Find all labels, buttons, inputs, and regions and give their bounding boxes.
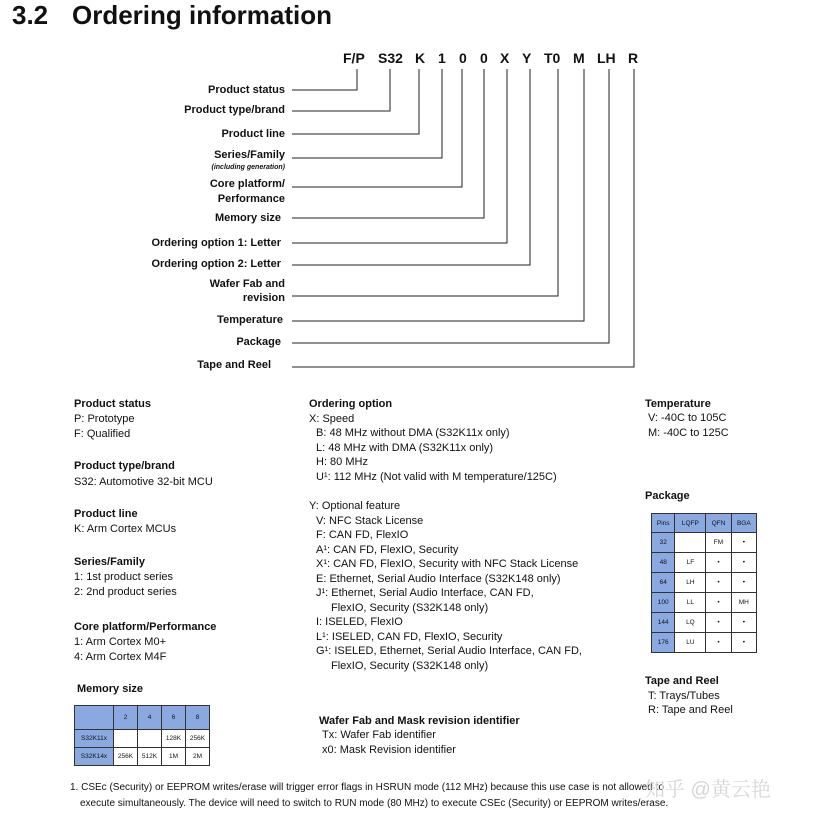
table-cell: LF	[675, 553, 706, 573]
table-row	[652, 573, 757, 593]
speed-line: L: 48 MHz with DMA (S32K11x only)	[316, 442, 494, 454]
optional-feature-line: V: NFC Stack License	[316, 515, 424, 527]
code-part-temperature: M	[573, 50, 585, 66]
speed-line: H: 80 MHz	[316, 456, 368, 468]
table-row	[652, 553, 757, 573]
product-line-heading: Product line	[74, 508, 138, 520]
code-part-wafer: T0	[544, 50, 561, 66]
code-part-status: F/P	[343, 50, 365, 66]
table-cell: FM	[706, 533, 731, 553]
optional-feature-line: G¹: ISELED, Ethernet, Serial Audio Interface, CAN FD,	[316, 645, 582, 657]
wafer-fab-line: Tx: Wafer Fab identifier	[322, 729, 436, 741]
label-product-status: Product status	[207, 84, 285, 96]
optional-feature-line: I: ISELED, FlexIO	[316, 616, 403, 628]
optional-feature-line: FlexIO, Security (S32K148 only)	[331, 602, 489, 614]
memory-size-heading: Memory size	[77, 683, 144, 695]
table-header-cell: BGA	[731, 514, 756, 533]
optional-feature-line: J¹: Ethernet, Serial Audio Interface, CAN FD,	[316, 587, 534, 599]
table-cell: 1M	[162, 748, 186, 766]
label-temperature: Temperature	[217, 314, 283, 326]
optional-feature-heading: Y: Optional feature	[309, 500, 401, 512]
product-status-line: F: Qualified	[74, 428, 131, 440]
table-cell: LQ	[675, 613, 706, 633]
package-heading: Package	[645, 490, 690, 502]
label-product-line: Product line	[221, 128, 285, 140]
table-row-header: S32K14x	[75, 748, 114, 766]
product-status-line: P: Prototype	[74, 413, 135, 425]
speed-heading: X: Speed	[309, 413, 355, 425]
product-line-line: K: Arm Cortex MCUs	[74, 523, 177, 535]
speed-line: B: 48 MHz without DMA (S32K11x only)	[316, 427, 510, 439]
table-cell	[138, 730, 162, 748]
tape-reel-line: T: Trays/Tubes	[648, 690, 720, 702]
code-part-tape-reel: R	[628, 50, 639, 66]
table-header-cell: QFN	[706, 514, 731, 533]
table-cell: •	[706, 633, 731, 653]
code-connector-lines	[0, 0, 818, 380]
table-header-cell: LQFP	[675, 514, 706, 533]
code-part-package: LH	[597, 50, 616, 66]
code-part-memory: 0	[480, 50, 488, 66]
table-cell: •	[731, 633, 756, 653]
table-header-cell: 8	[186, 706, 210, 730]
label-wafer-fab-2: revision	[242, 292, 285, 304]
table-header-cell: Pins	[652, 514, 675, 533]
table-row	[652, 633, 757, 653]
table-header-cell: 2	[114, 706, 138, 730]
table-cell: 512K	[138, 748, 162, 766]
code-part-type: S32	[378, 50, 403, 66]
label-memory-size: Memory size	[214, 212, 281, 224]
label-tape-reel: Tape and Reel	[197, 359, 271, 371]
table-cell: MH	[731, 593, 756, 613]
table-header-cell: 4	[138, 706, 162, 730]
table-row-header: 144	[652, 613, 675, 633]
memory-size-table	[74, 705, 210, 766]
footnote-line-1: 1. CSEc (Security) or EEPROM writes/erase will trigger error flags in HSRUN mode (112 MHz) because this use case is not allowed to	[70, 782, 664, 793]
temperature-heading: Temperature	[645, 398, 711, 410]
label-ordering-option-2: Ordering option 2: Letter	[151, 258, 281, 270]
series-family-heading: Series/Family	[74, 556, 145, 568]
table-row	[652, 533, 757, 553]
code-part-core: 0	[459, 50, 467, 66]
table-cell: 256K	[186, 730, 210, 748]
product-type-line: S32: Automotive 32-bit MCU	[74, 476, 213, 488]
label-series-family: Series/Family	[214, 149, 285, 161]
table-cell	[675, 533, 706, 553]
table-row-header: 100	[652, 593, 675, 613]
optional-feature-line: X¹: CAN FD, FlexIO, Security with NFC Stack License	[316, 558, 579, 570]
temperature-line: M: -40C to 125C	[648, 427, 729, 439]
table-row-header: 176	[652, 633, 675, 653]
tape-reel-line: R: Tape and Reel	[648, 704, 733, 716]
optional-feature-line: FlexIO, Security (S32K148 only)	[331, 660, 489, 672]
series-family-line: 2: 2nd product series	[74, 586, 177, 598]
table-header-cell: 6	[162, 706, 186, 730]
table-cell: •	[706, 593, 731, 613]
product-status-heading: Product status	[74, 398, 152, 410]
table-cell: 2M	[186, 748, 210, 766]
table-row-header: 64	[652, 573, 675, 593]
table-cell: LL	[675, 593, 706, 613]
table-cell: 128K	[162, 730, 186, 748]
code-part-line: K	[415, 50, 426, 66]
table-row	[75, 730, 210, 748]
speed-line: U¹: 112 MHz (Not valid with M temperature/125C)	[316, 471, 557, 483]
product-type-heading: Product type/brand	[74, 460, 175, 472]
code-part-option-x: X	[500, 50, 510, 66]
table-row	[652, 593, 757, 613]
table-row	[652, 613, 757, 633]
table-cell: •	[706, 573, 731, 593]
label-package: Package	[236, 336, 281, 348]
optional-feature-line: F: CAN FD, FlexIO	[316, 529, 409, 541]
label-core-platform-2: Performance	[217, 193, 285, 205]
table-cell: LU	[675, 633, 706, 653]
code-part-option-y: Y	[522, 50, 532, 66]
core-platform-line: 4: Arm Cortex M4F	[74, 651, 167, 663]
label-ordering-option-1: Ordering option 1: Letter	[151, 237, 281, 249]
optional-feature-line: A¹: CAN FD, FlexIO, Security	[316, 544, 459, 556]
package-table	[651, 513, 757, 653]
tape-reel-heading: Tape and Reel	[645, 675, 719, 687]
ordering-option-heading: Ordering option	[309, 398, 393, 410]
core-platform-heading: Core platform/Performance	[74, 621, 217, 633]
series-family-line: 1: 1st product series	[74, 571, 174, 583]
footnote-line-2: execute simultaneously. The device will need to switch to RUN mode (80 MHz) to execute CSEc (Security) or EEPROM writes/erase.	[80, 798, 669, 809]
table-cell: •	[731, 613, 756, 633]
table-cell: LH	[675, 573, 706, 593]
table-cell: •	[731, 553, 756, 573]
code-part-series: 1	[438, 50, 446, 66]
optional-feature-line: E: Ethernet, Serial Audio Interface (S32K148 only)	[316, 573, 561, 585]
wafer-fab-line: x0: Mask Revision identifier	[322, 744, 456, 756]
table-cell: •	[706, 553, 731, 573]
section-number: 3.2	[12, 0, 49, 30]
table-row-header: S32K11x	[75, 730, 114, 748]
section-title: Ordering information	[72, 0, 332, 30]
table-cell	[114, 730, 138, 748]
table-row-header: 32	[652, 533, 675, 553]
label-core-platform-1: Core platform/	[209, 178, 285, 190]
table-cell	[75, 706, 114, 730]
table-cell: 256K	[114, 748, 138, 766]
watermark: 知乎 @黄云艳	[645, 779, 771, 801]
label-wafer-fab-1: Wafer Fab and	[209, 278, 285, 290]
core-platform-line: 1: Arm Cortex M0+	[74, 636, 167, 648]
table-cell: •	[731, 533, 756, 553]
table-row-header: 48	[652, 553, 675, 573]
temperature-line: V: -40C to 105C	[648, 412, 727, 424]
wafer-fab-heading: Wafer Fab and Mask revision identifier	[319, 715, 520, 727]
table-row	[75, 748, 210, 766]
label-series-note: (including generation)	[211, 164, 285, 171]
table-cell: •	[731, 573, 756, 593]
optional-feature-line: L¹: ISELED, CAN FD, FlexIO, Security	[316, 631, 503, 643]
label-product-type: Product type/brand	[184, 104, 285, 116]
table-cell: •	[706, 613, 731, 633]
